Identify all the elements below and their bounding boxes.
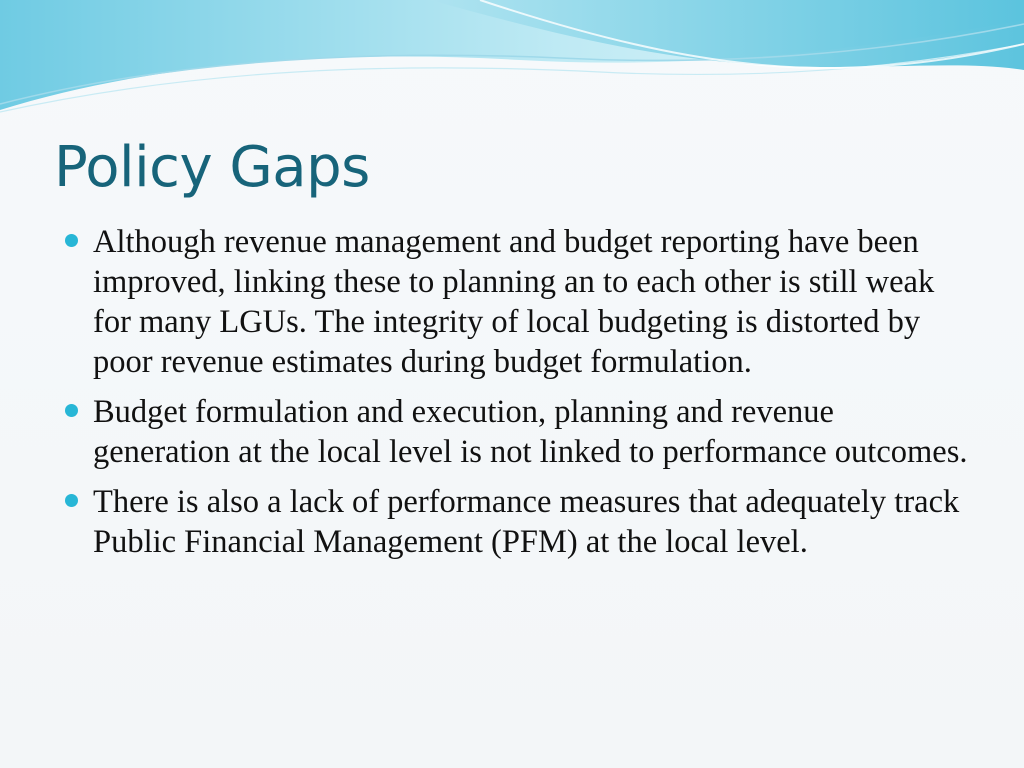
bullet-dot-icon <box>65 234 78 247</box>
bullet-text: Although revenue management and budget reporting have been improved, linking these to planning an to each other is still weak for many LGUs. The integrity of local budgeting is distorted by poor revenue estimates during budget formulation. <box>93 224 935 380</box>
bullet-text: Budget formulation and execution, planning and revenue generation at the local level is not linked to performance outcomes. <box>93 394 968 470</box>
bullet-dot-icon <box>65 494 78 507</box>
bullet-item <box>62 482 974 562</box>
header-wave-decoration <box>0 0 1024 130</box>
bullet-text: There is also a lack of performance measures that adequately track Public Financial Management (PFM) at the local level. <box>93 484 960 560</box>
bullet-list <box>62 222 974 572</box>
bullet-item <box>62 392 974 472</box>
slide-title: Policy Gaps <box>54 135 370 200</box>
bullet-item <box>62 222 974 382</box>
bullet-dot-icon <box>65 404 78 417</box>
